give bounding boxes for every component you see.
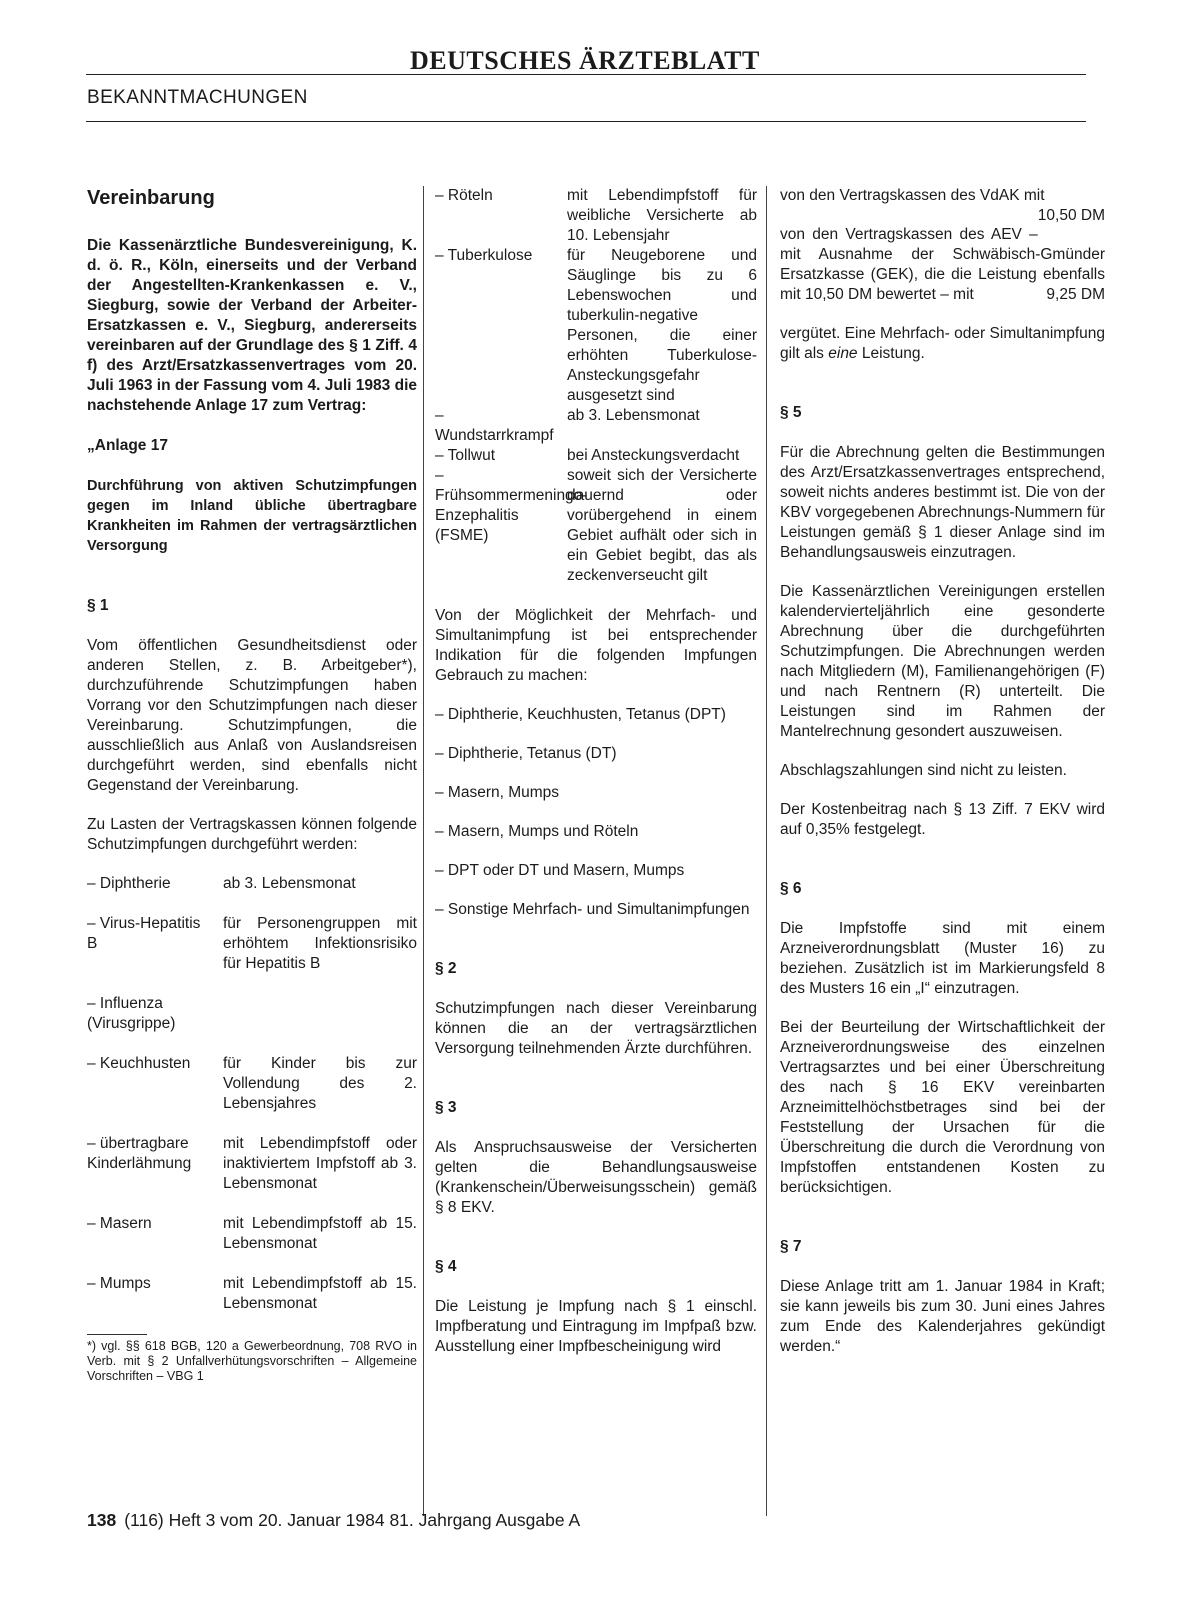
paragraph: Bei der Beurteilung der Wirtschaftlichkeit der Arzneiverordnungsweise des einzelnen Vertragsarztes und bei einer Überschreitung des nach § 16 EKV vereinbarten Arzneimittelhöchstbetrages sind bei der Feststellung der Ursachen für die Überschreitung die durch die Verordnung von Impfstoffen entstandenen Kosten zu berücksichtigen. (780, 1019, 1105, 1196)
column-2 (435, 186, 757, 1376)
vaccine-condition: für Neugeborene und Säuglinge bis zu 6 Lebenswochen und tuberkulin-negative Personen, die einer erhöhten Tuberkulose-Ansteckungsgefahr ausgesetzt sind (567, 247, 757, 404)
paragraph: Abschlagszahlungen sind nicht zu leisten. (780, 762, 1067, 779)
issue-info: (116) Heft 3 vom 20. Januar 1984 81. Jahrgang Ausgabe A (124, 1510, 581, 1530)
vaccine-name: – Tuberkulose (435, 247, 533, 264)
vaccine-name: – Influenza (Virusgrippe) (87, 995, 176, 1032)
vaccine-condition: mit Lebendimpfstoff oder inaktiviertem Impfstoff ab 3. Lebensmonat (223, 1135, 417, 1192)
paragraph: Schutzimpfungen nach dieser Vereinbarung können die an der vertragsärztlichen Versorgung teilnehmenden Ärzte durchführen. (435, 1000, 757, 1057)
footnote-rule (87, 1334, 147, 1335)
vaccine-name: – übertragbare Kinderlähmung (87, 1135, 192, 1172)
vaccine-condition: bei Ansteckungsverdacht (567, 447, 740, 464)
section-heading: § 2 (435, 960, 457, 977)
list-item (87, 1054, 417, 1114)
annex-subtitle: Durchführung von aktiven Schutzimpfungen gegen im Inland übliche übertragbare Krankheiten im Rahmen der vertragsärztlichen Versorgung (87, 478, 417, 554)
vaccine-name: – Mumps (87, 1275, 151, 1292)
column-3 (780, 186, 1105, 1376)
paragraph: Der Kostenbeitrag nach § 13 Ziff. 7 EKV wird auf 0,35% festgelegt. (780, 801, 1105, 838)
list-item (87, 914, 417, 974)
paragraph: Zu Lasten der Vertragskassen können folgende Schutzimpfungen durchgeführt werden: (87, 816, 417, 853)
list-item (435, 246, 757, 406)
section-heading: § 7 (780, 1238, 802, 1255)
payment-note-text: vergütet. Eine Mehrfach- oder Simultanimpfung gilt als (780, 325, 1105, 362)
section-heading: § 1 (87, 597, 109, 614)
paragraph: Vom öffentlichen Gesundheitsdienst oder anderen Stellen, z. B. Arbeitgeber*), durchzuführende Schutzimpfungen haben Vorrang vor den Schutzimpfungen nach dieser Vereinbarung. Schutzimpfungen, die ausschließlich aus Anlaß von Auslandsreisen durchgeführt werden, sind ebenfalls nicht Gegenstand der Vereinbarung. (87, 637, 417, 794)
vaccine-name: – Tollwut (435, 447, 496, 464)
vaccine-name: – Keuchhusten (87, 1055, 191, 1072)
multi-vaccination-item: – DPT oder DT und Masern, Mumps (435, 862, 685, 879)
multi-vaccination-item: – Sonstige Mehrfach- und Simultanimpfungen (435, 901, 750, 918)
column-1 (87, 186, 417, 1384)
paragraph: Von der Möglichkeit der Mehrfach- und Simultanimpfung ist bei entsprechender Indikation für die folgenden Impfungen Gebrauch zu machen: (435, 607, 757, 684)
vaccine-name: – Virus-Hepatitis B (87, 915, 201, 952)
vaccine-condition: ab 3. Lebensmonat (567, 407, 700, 424)
list-item (87, 1274, 417, 1314)
page-number: 138 (87, 1510, 117, 1530)
vaccine-name: – Wundstarrkrampf (435, 407, 554, 444)
intro-paragraph: Die Kassenärztliche Bundesvereinigung, K. d. ö. R., Köln, einerseits und der Verband der Angestellten-Krankenkassen e. V., Siegburg, sowie der Verband der Arbeiter-Ersatzkassen e. V., Siegburg, andererseits vereinbaren auf der Grundlage des § 1 Ziff. 4 f) des Arzt/Ersatzkassenvertrages vom 20. Juli 1963 in der Fassung vom 4. Juli 1983 die nachstehende Anlage 17 zum Vertrag: (87, 237, 417, 414)
multi-vaccination-item: – Masern, Mumps (435, 784, 560, 801)
paragraph: Die Leistung je Impfung nach § 1 einschl. Impfberatung und Eintragung im Impfpaß bzw. Ausstellung einer Impfbescheinigung wird (435, 1298, 757, 1355)
multi-vaccination-item: – Diphtherie, Keuchhusten, Tetanus (DPT) (435, 706, 726, 723)
article-title: Vereinbarung (87, 187, 215, 209)
vaccine-condition: für Kinder bis zur Vollendung des 2. Lebensjahres (223, 1055, 417, 1112)
list-item (435, 446, 757, 466)
vaccine-condition: mit Lebendimpfstoff ab 15. Lebensmonat (223, 1215, 417, 1252)
payment-amount: 9,25 DM (1046, 286, 1105, 303)
section-label: BEKANNTMACHUNGEN (87, 87, 308, 108)
list-item (435, 406, 757, 446)
multi-vaccination-item: – Diphtherie, Tetanus (DT) (435, 745, 617, 762)
paragraph: Als Anspruchsausweise der Versicherten gelten die Behandlungsausweise (Krankenschein/Überweisungsschein) gemäß § 8 EKV. (435, 1139, 757, 1216)
vaccine-name: – Masern (87, 1215, 152, 1232)
payment-text: von den Vertragskassen des VdAK mit (780, 187, 1045, 204)
payment-amount: 10,50 DM (1037, 207, 1105, 224)
vaccine-name: – Röteln (435, 187, 493, 204)
paragraph: Diese Anlage tritt am 1. Januar 1984 in Kraft; sie kann jeweils bis zum 30. Juni eines Jahres zum Ende des Kalenderjahres gekündigt werden.“ (780, 1278, 1105, 1355)
vaccine-list-continued (435, 186, 757, 586)
vaccine-name: – Frühsommermeningo-Enzephalitis (FSME) (435, 467, 588, 544)
page-footer (87, 1510, 580, 1530)
header-rule-bottom (86, 121, 1086, 122)
multi-vaccination-item: – Masern, Mumps und Röteln (435, 823, 639, 840)
vaccine-condition: mit Lebendimpfstoff ab 15. Lebensmonat (223, 1275, 417, 1312)
column-divider (423, 186, 424, 1516)
vaccine-condition: ab 3. Lebensmonat (223, 875, 356, 892)
paragraph: Für die Abrechnung gelten die Bestimmungen des Arzt/Ersatzkassenvertrages entsprechend, soweit nichts anderes bestimmt ist. Die von der KBV vorgegebenen Abrechnungs-Nummern für Leistungen gemäß § 1 dieser Anlage sind im Behandlungsausweis einzutragen. (780, 444, 1105, 561)
list-item (87, 1134, 417, 1194)
payment-vdak (780, 186, 1105, 224)
vaccine-condition (223, 994, 417, 1034)
payment-note-text: Leistung. (857, 345, 925, 362)
vaccine-condition: für Personengruppen mit erhöhtem Infektionsrisiko für Hepatitis B (223, 915, 417, 972)
list-item (435, 186, 757, 246)
paragraph: Die Kassenärztlichen Vereinigungen erstellen kalendervierteljährlich eine gesonderte Abrechnung über die durchgeführten Schutzimpfungen. Die Abrechnungen werden nach Mitgliedern (M), Familienangehörigen (F) und nach Rentnern (R) unterteilt. Die Leistungen sind im Rahmen der Mantelrechnung gesondert auszuweisen. (780, 583, 1105, 740)
list-item (87, 994, 417, 1034)
section-heading: § 4 (435, 1258, 457, 1275)
list-item (87, 874, 417, 894)
header-rule-top (86, 74, 1086, 75)
vaccine-list (87, 874, 417, 1314)
list-item (435, 466, 757, 586)
payment-aev (780, 225, 1105, 305)
payment-text: von den Vertragskassen des AEV – mit Ausnahme der Schwäbisch-Gmünder Ersatzkasse (GEK), die die Leistung ebenfalls mit 10,50 DM bewertet – mit (780, 226, 1105, 303)
list-item (87, 1214, 417, 1254)
section-heading: § 6 (780, 880, 802, 897)
section-heading: § 3 (435, 1099, 457, 1116)
masthead: DEUTSCHES ÄRZTEBLATT (410, 46, 760, 75)
vaccine-name: – Diphtherie (87, 875, 171, 892)
payment-note-emphasis: eine (828, 345, 858, 362)
footnote: *) vgl. §§ 618 BGB, 120 a Gewerbeordnung, 708 RVO in Verb. mit § 2 Unfallverhütungsvorschriften – Allgemeine Vorschriften – VBG 1 (87, 1339, 417, 1383)
annex-label: „Anlage 17 (87, 437, 168, 454)
column-divider (766, 186, 767, 1516)
vaccine-condition: mit Lebendimpfstoff für weibliche Versicherte ab 10. Lebensjahr (567, 187, 757, 244)
paragraph: Die Impfstoffe sind mit einem Arzneiverordnungsblatt (Muster 16) zu beziehen. Zusätzlich ist im Markierungsfeld 8 des Musters 16 ein „I“ einzutragen. (780, 920, 1105, 997)
payment-note (780, 324, 1105, 364)
vaccine-condition: soweit sich der Versicherte dauernd oder vorübergehend in einem Gebiet aufhält oder sich in ein Gebiet begibt, das als zeckenverseucht gilt (567, 467, 757, 584)
section-heading: § 5 (780, 404, 802, 421)
